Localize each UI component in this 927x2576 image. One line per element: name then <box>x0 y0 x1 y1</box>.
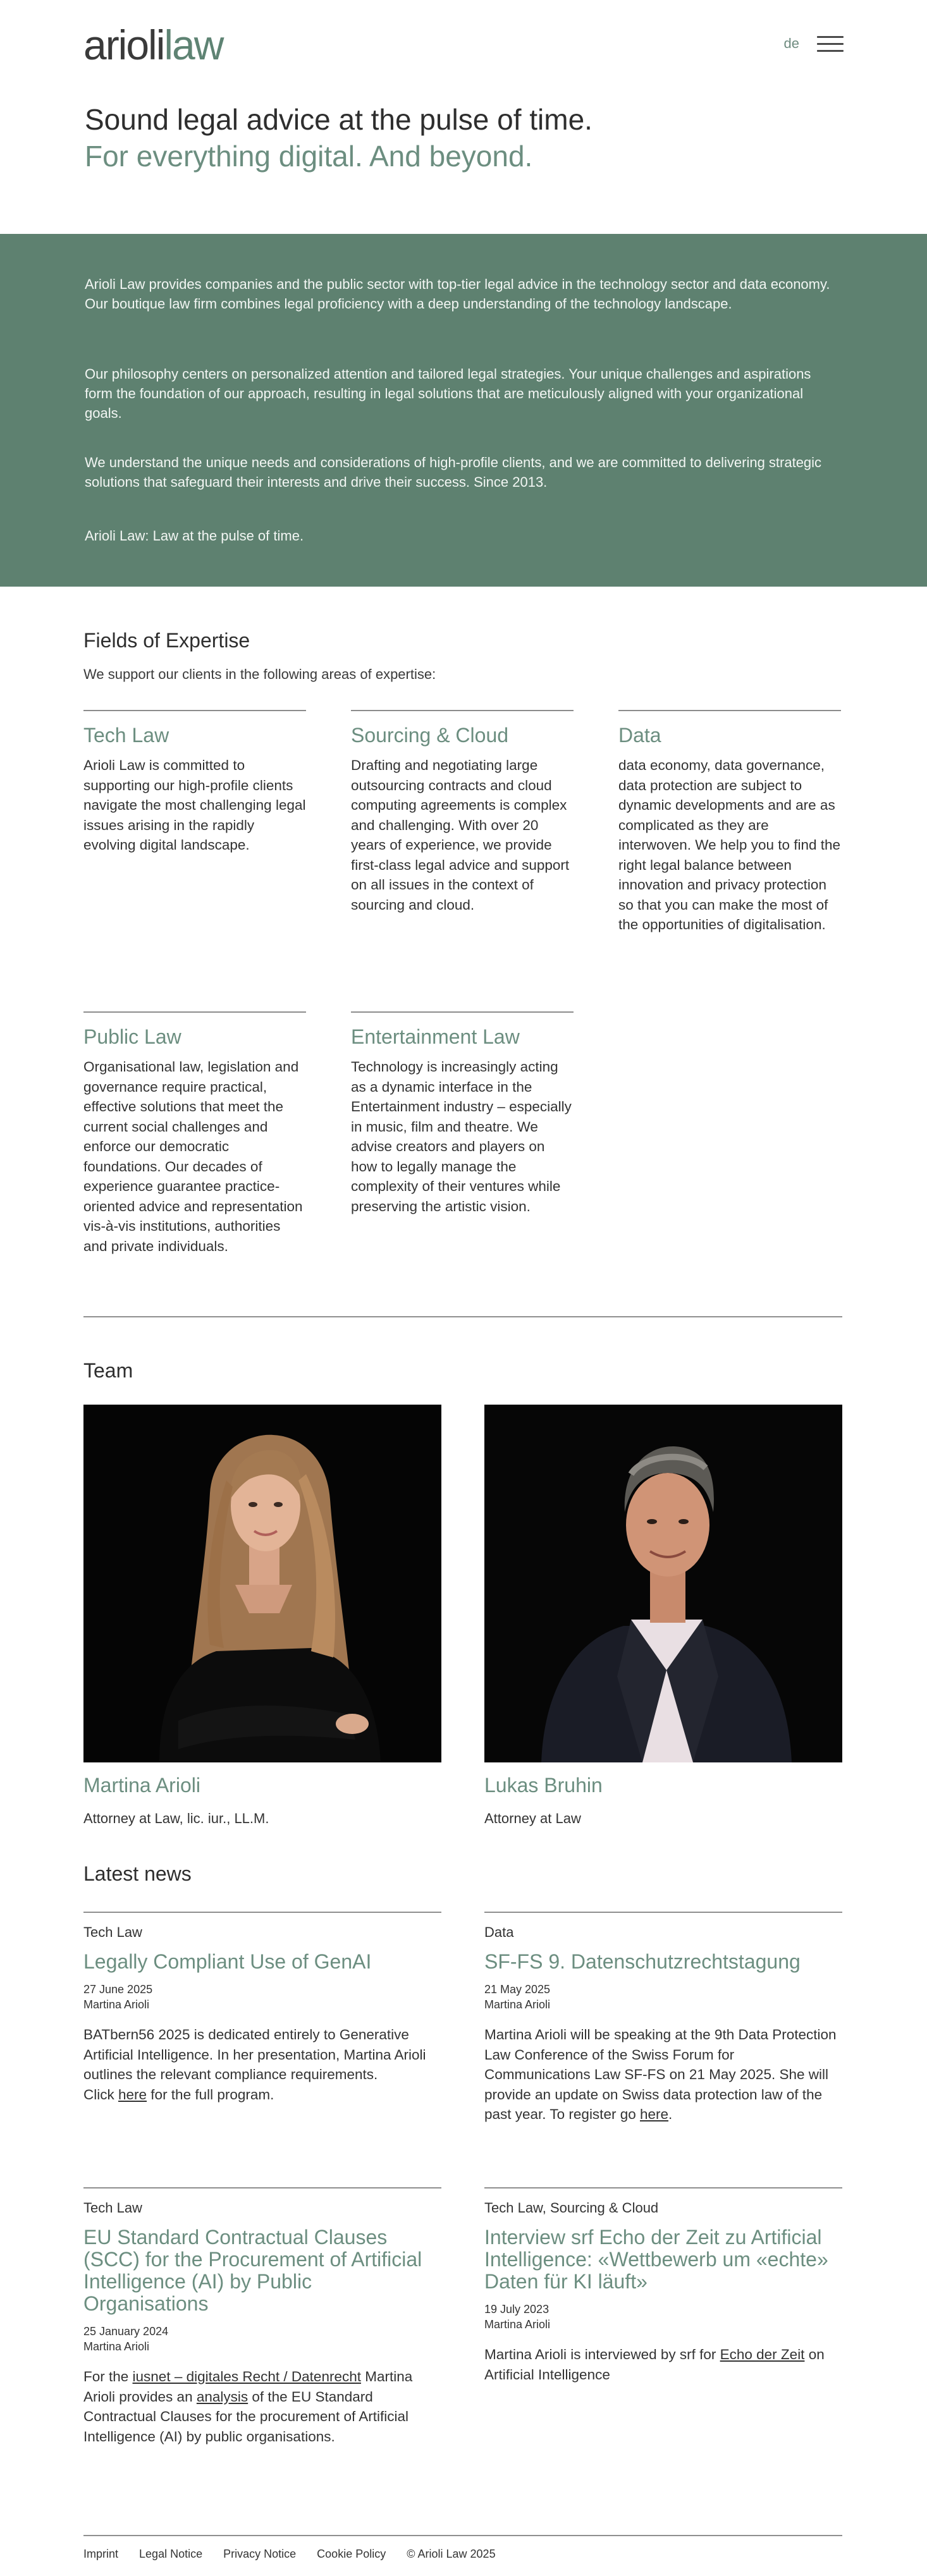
news-body-text: For the <box>83 2369 133 2384</box>
expertise-item-title: Public Law <box>83 1025 181 1048</box>
hero-subheadline: For everything digital. And beyond. <box>85 140 533 173</box>
news-body-text: Martina Arioli provides an <box>83 2369 413 2405</box>
expertise-item-text: data economy, data governance, data protection are subject to dynamic developments and are as complicated as they are interwoven. We help you to find the right legal balance between innovation and privacy protection so that you can make the most of the opportunities of digitalisation. <box>618 757 841 932</box>
expertise-item-text: Arioli Law is committed to supporting our high-profile clients navigate the most challenging legal issues arising in the rapidly evolving digital landscape. <box>83 757 306 853</box>
news-item <box>83 2187 441 2446</box>
expertise-title: Fields of Expertise <box>83 629 250 652</box>
news-item-title[interactable]: Legally Compliant Use of GenAI <box>83 1950 372 1973</box>
news-date: 21 May 2025 <box>484 1983 551 1996</box>
expertise-item-text: Drafting and negotiating large outsourcing contracts and cloud computing agreements is complex and challenging. With over 20 years of experience, we provide first-class legal advice and support on all issues in the context of sourcing and cloud. <box>351 757 570 913</box>
menu-icon[interactable] <box>817 34 844 53</box>
news-body-text: BATbern56 2025 is dedicated entirely to Generative Artificial Intelligence. In her presentation, Martina Arioli outlines the relevant compliance requirements. <box>83 2027 426 2082</box>
news-item-title[interactable]: EU Standard Contractual Clauses (SCC) for the Procurement of Artificial Intelligence (AI) by Public Organisations <box>83 2226 422 2315</box>
news-category: Tech Law <box>83 2200 142 2216</box>
expertise-item-title: Data <box>618 724 661 747</box>
news-link-iusnet[interactable]: iusnet – digitales Recht / Datenrecht <box>132 2369 361 2384</box>
hero <box>85 101 844 174</box>
news-body <box>83 2367 441 2446</box>
news-title: Latest news <box>83 1862 192 1885</box>
team-member-role: Attorney at Law, lic. iur., LL.M. <box>83 1810 269 1826</box>
news-link-here[interactable]: here <box>118 2086 147 2103</box>
site-header <box>83 23 844 67</box>
expertise-item-title: Sourcing & Cloud <box>351 724 509 747</box>
news-category: Data <box>484 1924 514 1940</box>
news-body-text: on Artificial Intelligence <box>484 2347 825 2383</box>
expertise-item-data <box>618 710 841 935</box>
news-category: Tech Law, Sourcing & Cloud <box>484 2200 659 2216</box>
section-divider <box>83 1316 842 1317</box>
news-body-text: Click <box>83 2086 118 2103</box>
expertise-subtitle: We support our clients in the following areas of expertise: <box>83 666 436 682</box>
expertise-item-sourcing-cloud <box>351 710 574 915</box>
expertise-item-title: Entertainment Law <box>351 1025 520 1048</box>
footer-link-imprint[interactable]: Imprint <box>83 2548 119 2560</box>
expertise-item-tech-law <box>83 710 306 855</box>
footer-link-legal-notice[interactable]: Legal Notice <box>139 2548 203 2560</box>
footer-copyright: © Arioli Law 2025 <box>407 2548 496 2560</box>
news-body <box>83 2025 441 2104</box>
news-author: Martina Arioli <box>484 1998 551 2011</box>
news-body-text: Martina Arioli is interviewed by srf for <box>484 2347 720 2362</box>
logo-part-arioli: arioli <box>83 21 164 68</box>
news-author: Martina Arioli <box>83 1998 150 2011</box>
news-date: 27 June 2025 <box>83 1983 153 1996</box>
news-link-here[interactable]: here <box>639 2106 669 2122</box>
footer-divider <box>83 2535 842 2536</box>
logo[interactable] <box>83 23 223 67</box>
hero-headline: Sound legal advice at the pulse of time. <box>85 103 592 136</box>
intro-tagline: Arioli Law: Law at the pulse of time. <box>85 528 304 544</box>
news-body-text: . <box>668 2106 673 2122</box>
team-title: Team <box>83 1359 133 1382</box>
news-author: Martina Arioli <box>83 2340 150 2353</box>
news-item <box>83 1912 441 2104</box>
portrait-man-image <box>484 1405 842 1762</box>
portrait-lukas-bruhin <box>484 1405 842 1762</box>
news-item-title[interactable]: SF-FS 9. Datenschutzrechtstagung <box>484 1950 801 1973</box>
expertise-item-public-law <box>83 1011 306 1256</box>
intro-paragraph-1: Arioli Law provides companies and the public sector with top-tier legal advice in the technology sector and data economy. Our boutique law firm combines legal proficiency with a deep understanding of the technology landscape. <box>85 276 830 312</box>
news-body-text: Martina Arioli will be speaking at the 9th Data Protection Law Conference of the Swiss Forum for Communications Law SF-FS on 21 May 2025. She will provide an update on Swiss data protection law of the past year. To register go <box>484 2027 837 2122</box>
news-item <box>484 1912 842 2125</box>
news-date: 25 January 2024 <box>83 2325 169 2338</box>
news-date: 19 July 2023 <box>484 2303 549 2316</box>
portrait-martina-arioli <box>83 1405 441 1762</box>
news-body <box>484 2345 842 2384</box>
language-switch[interactable]: de <box>783 35 799 51</box>
news-category: Tech Law <box>83 1924 142 1940</box>
intro-paragraph-3: We understand the unique needs and considerations of high-profile clients, and we are committed to delivering strategic solutions that safeguard their interests and drive their success. Since 2013. <box>85 455 822 490</box>
news-item-title[interactable]: Interview srf Echo der Zeit zu Artificial Intelligence: «Wettbewerb um «echte» Daten für KI läuft» <box>484 2226 828 2293</box>
team-member-name: Martina Arioli <box>83 1774 200 1797</box>
news-body <box>484 2025 842 2125</box>
expertise-item-text: Organisational law, legislation and governance require practical, effective solutions that meet the current social challenges and enforce our democratic foundations. Our decades of experience guarantee practice-oriented advice and representation vis-à-vis institutions, authorities and private individuals. <box>83 1059 303 1254</box>
intro-paragraph-2: Our philosophy centers on personalized attention and tailored legal strategies. Your unique challenges and aspirations form the foundation of our approach, resulting in legal solutions that are meticulously aligned with your organizational goals. <box>85 366 811 421</box>
intro-band <box>0 234 927 587</box>
footer-link-privacy-notice[interactable]: Privacy Notice <box>223 2548 297 2560</box>
news-body-text: for the full program. <box>147 2086 274 2103</box>
news-body-text: of the EU Standard Contractual Clauses for the procurement of Artificial Intelligence (AI) by public organisations. <box>83 2388 408 2445</box>
team-member-role: Attorney at Law <box>484 1810 581 1826</box>
site-footer <box>83 2548 513 2561</box>
footer-link-cookie-policy[interactable]: Cookie Policy <box>317 2548 386 2560</box>
logo-part-law: law <box>164 21 223 68</box>
news-author: Martina Arioli <box>484 2318 551 2331</box>
expertise-item-title: Tech Law <box>83 724 169 747</box>
portrait-woman-image <box>83 1405 441 1762</box>
news-link-analysis[interactable]: analysis <box>196 2388 249 2405</box>
team-member-name: Lukas Bruhin <box>484 1774 603 1797</box>
expertise-item-entertainment-law <box>351 1011 574 1216</box>
news-item <box>484 2187 842 2384</box>
news-link-echo-der-zeit[interactable]: Echo der Zeit <box>720 2347 805 2362</box>
expertise-item-text: Technology is increasingly acting as a dynamic interface in the Entertainment industry – especially in music, film and theatre. We advise creators and players on how to legally manage the complexity of their ventures while preserving the artistic vision. <box>351 1059 572 1214</box>
